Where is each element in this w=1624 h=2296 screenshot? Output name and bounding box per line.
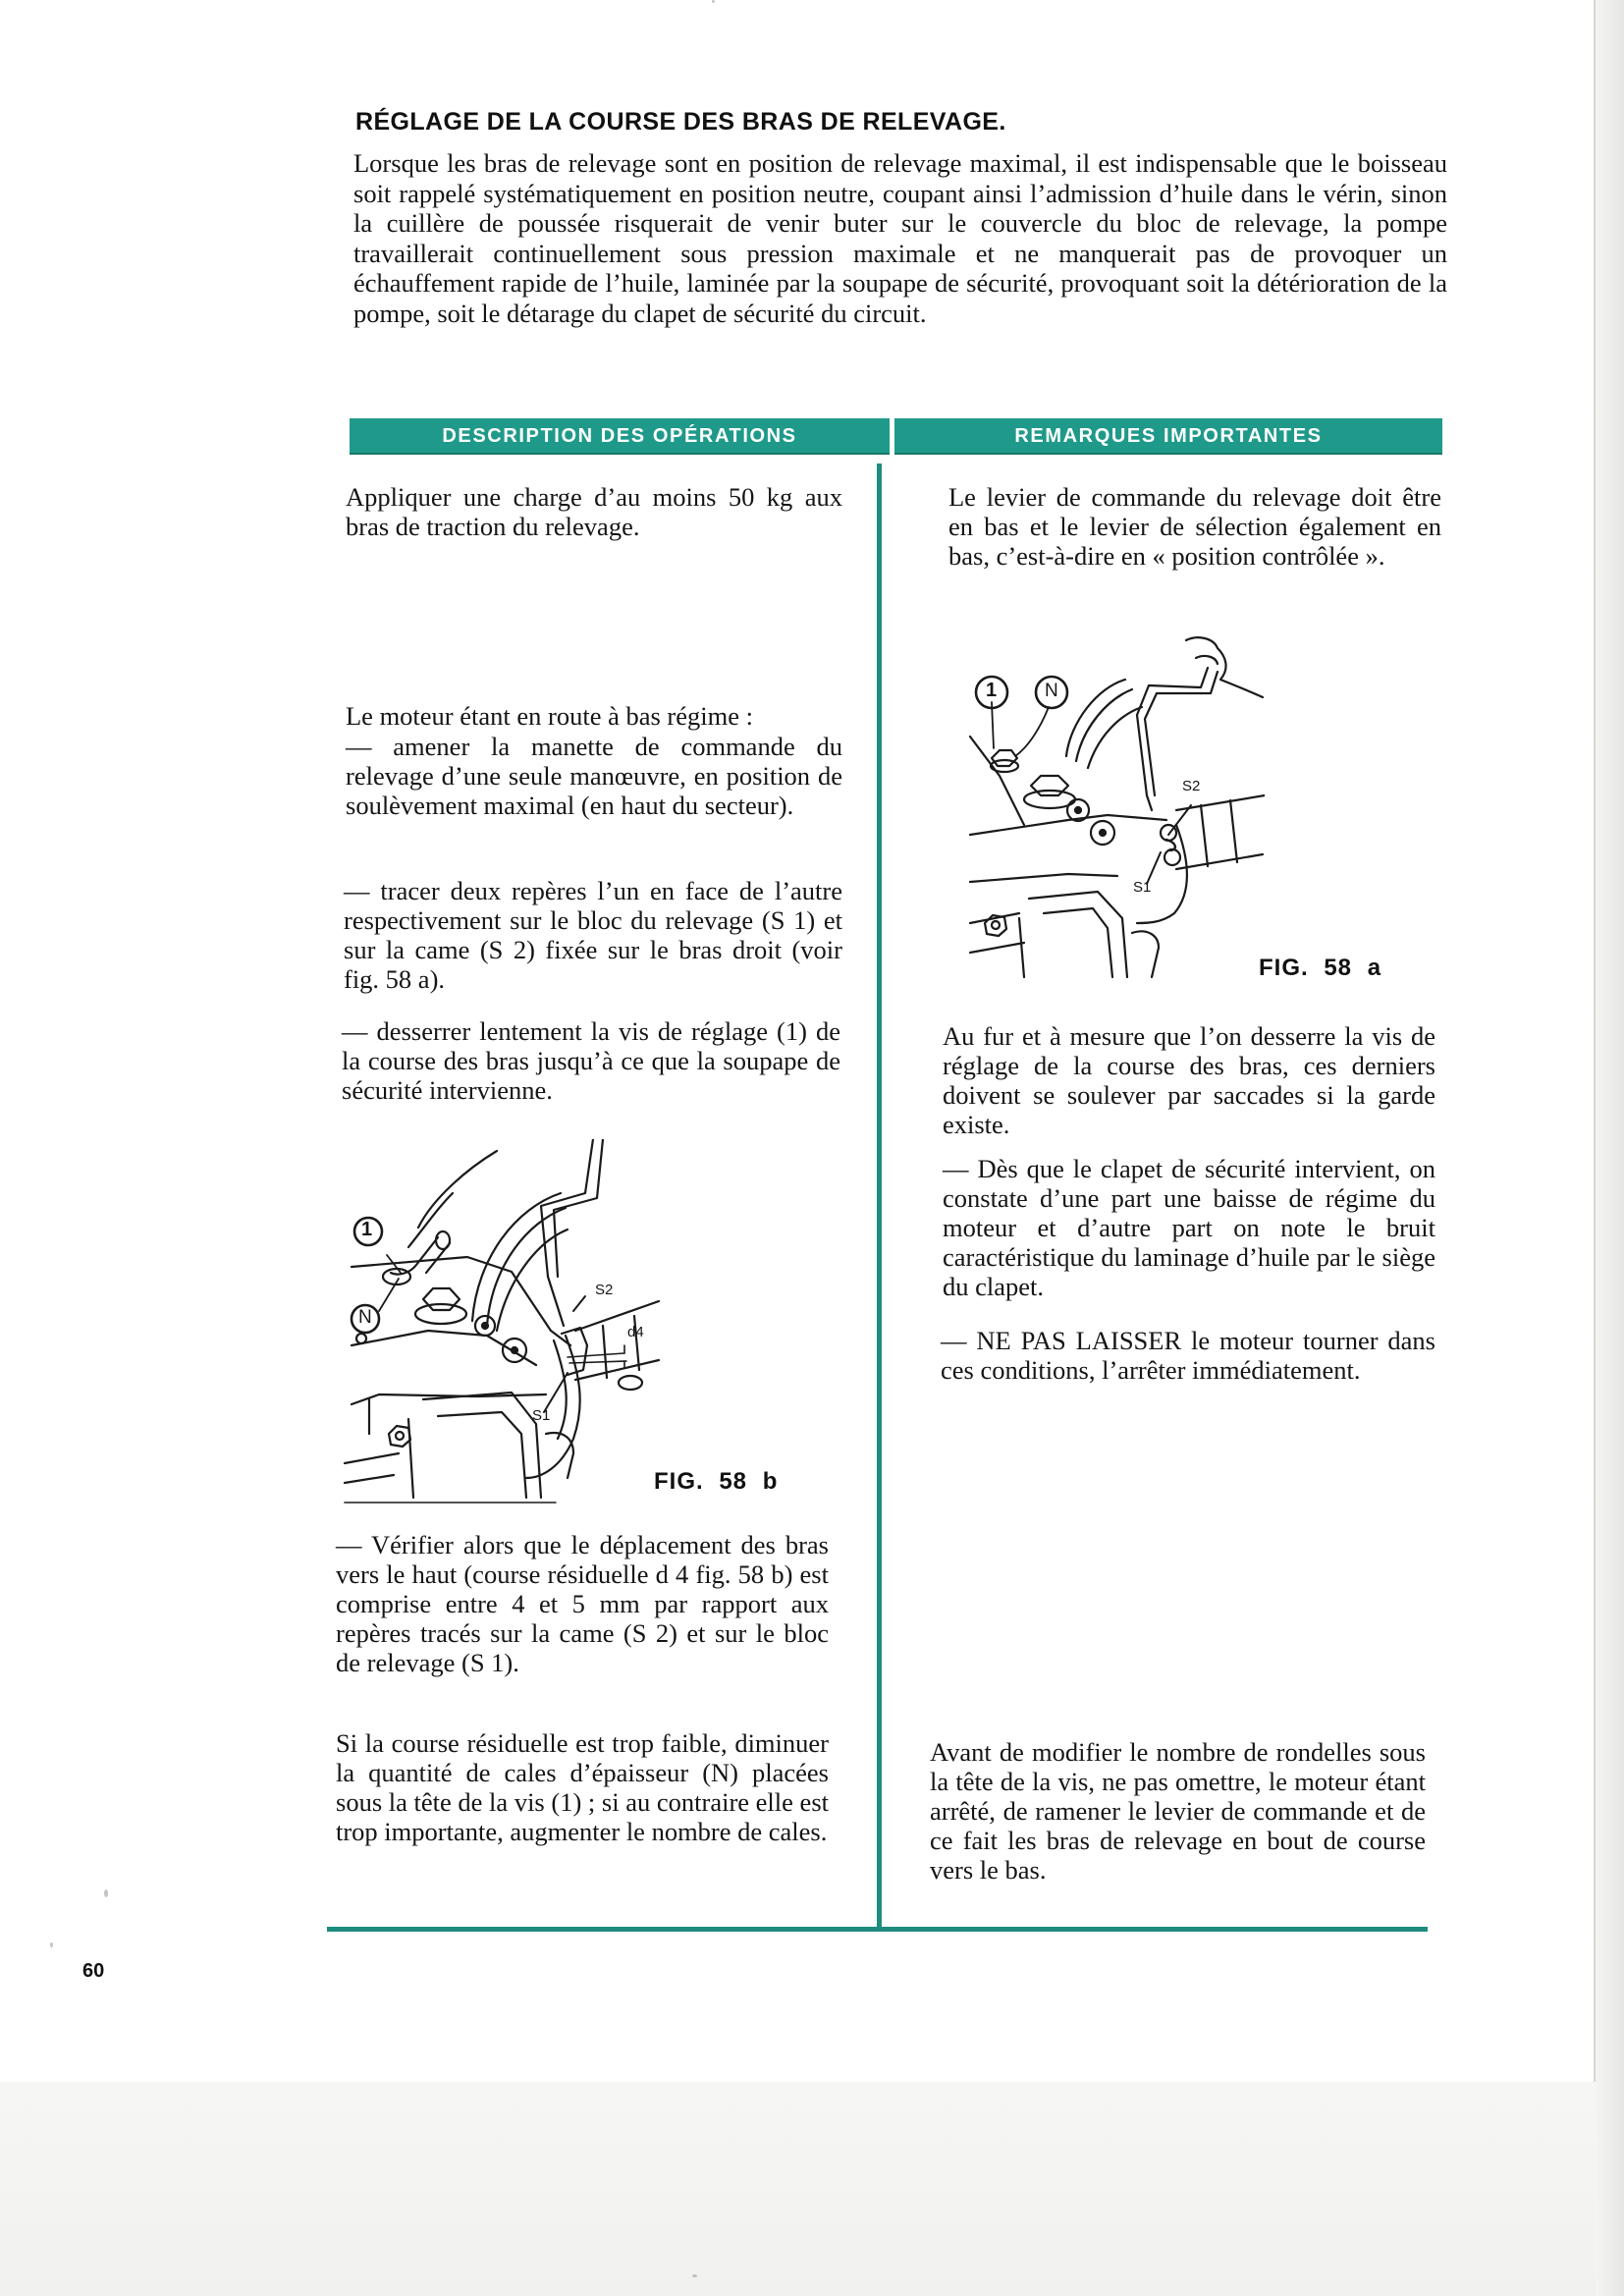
figure-58b-drawing xyxy=(340,1139,664,1507)
column-header-description xyxy=(350,418,890,455)
intro-paragraph: Lorsque les bras de relevage sont en position de relevage maximal, il est indispensable que le boisseau soit rappelé systématiquement en position neutre, coupant ainsi l’admission d’huile dans le vérin, sinon la cuillère de poussée risquerait de venir buter sur le couvercle du bloc de relevage, la pompe travaillerait continuellement sous pression maximale et ne manquerait pas de provoquer un échauffement rapide de l’huile, laminée par la soupape de sécurité, provoquant soit la détérioration de la pompe, soit le détarage du clapet de sécurité du circuit. xyxy=(353,148,1447,328)
left-paragraph-loosen-screw: — desserrer lentement la vis de réglage (1) de la course des bras jusqu’à ce que la soupape de sécurité intervienne. xyxy=(342,1016,840,1105)
figure-58a xyxy=(950,629,1265,982)
callout-d4-label: d4 xyxy=(627,1324,644,1340)
callout-n-label: N xyxy=(1045,681,1058,701)
hand-outline xyxy=(418,1151,497,1228)
bolt-head xyxy=(423,1288,460,1310)
page-gutter-shadow xyxy=(1596,0,1624,2296)
figure-58a-caption: FIG. 58 a xyxy=(1259,955,1382,981)
callout-s2-label: S2 xyxy=(1182,778,1201,794)
callout-s1-label: S1 xyxy=(1133,879,1152,896)
callout-1-label: 1 xyxy=(986,680,998,701)
left-paragraph-load: Appliquer une charge d’au moins 50 kg aux bras de traction du relevage. xyxy=(346,482,842,541)
right-paragraph-jerky-lift: Au fur et à mesure que l’on desserre la vis de réglage de la course des bras, ces derniers doivent se soulever par saccades si la garde existe. xyxy=(943,1021,1435,1139)
left-paragraph-verify-travel: — Vérifier alors que le déplacement des bras vers le haut (course résiduelle d 4 fig. 58 b) est comprise entre 4 et 5 mm par rapport aux repères tracés sur la came (S 2) et sur le bloc de relevage (S 1). xyxy=(336,1530,829,1677)
callout-s2-label: S2 xyxy=(595,1282,614,1298)
right-paragraph-valve-intervenes: — Dès que le clapet de sécurité intervient, on constate d’une part une baisse de régime du moteur et d’autre part on note le bruit caractéristique du laminage d’huile par le siège du clapet. xyxy=(943,1154,1435,1301)
figure-58a-drawing xyxy=(950,629,1265,982)
scanner-background xyxy=(0,2082,1624,2296)
page-edge xyxy=(1594,0,1596,2082)
callout-1-label: 1 xyxy=(361,1219,373,1240)
column-divider xyxy=(877,464,882,1931)
left-paragraph-trace-marks: — tracer deux repères l’un en face de l’autre respectivement sur le bloc du relevage (S 1) et sur la came (S 2) fixée sur le bras droit (voir fig. 58 a). xyxy=(344,876,842,994)
arrow-s1 xyxy=(544,1373,568,1412)
right-paragraph-do-not-leave-running: — NE PAS LAISSER le moteur tourner dans ces conditions, l’arrêter immédiatement. xyxy=(941,1326,1435,1385)
sector-disc xyxy=(472,1193,561,1321)
left-paragraph-raise-lever: — amener la manette de commande du relevage d’une seule manœuvre, en position de soulèvement maximal (en haut du secteur). xyxy=(346,732,842,820)
right-paragraph-lever-position: Le levier de commande du relevage doit être en bas et le levier de sélection également en bas, c’est-à-dire en « position contrôlée ». xyxy=(948,482,1441,571)
table-bottom-rule xyxy=(327,1927,1428,1932)
arrow-s2 xyxy=(573,1296,585,1311)
right-paragraph-before-modifying: Avant de modifier le nombre de rondelles sous la tête de la vis, ne pas omettre, le moteur étant arrêté, de ramener le levier de commande et de ce fait les bras de relevage en bout de course vers le bas. xyxy=(930,1737,1426,1885)
page-number: 60 xyxy=(82,1960,105,1982)
scan-speck xyxy=(50,1942,53,1947)
column-header-description-label: DESCRIPTION DES OPÉRATIONS xyxy=(442,425,797,447)
scan-speck xyxy=(104,1889,108,1897)
adjusting-screw xyxy=(992,750,1017,766)
arrow-n xyxy=(1015,707,1049,756)
left-paragraph-shims: Si la course résiduelle est trop faible, diminuer la quantité de cales d’épaisseur (N) placées sous la tête de la vis (1) ; si au contraire elle est trop importante, augmenter le nombre de cales. xyxy=(336,1728,829,1846)
left-paragraph-engine-lead: Le moteur étant en route à bas régime : xyxy=(346,701,753,731)
callout-s1-label: S1 xyxy=(532,1407,551,1424)
figure-58b xyxy=(340,1139,664,1507)
scan-speck xyxy=(712,0,715,3)
lift-block xyxy=(970,815,1166,835)
figure-58b-caption: FIG. 58 b xyxy=(654,1468,779,1495)
callout-n-label: N xyxy=(358,1307,372,1328)
column-header-remarks xyxy=(894,418,1442,455)
section-title: RÉGLAGE DE LA COURSE DES BRAS DE RELEVAGE. xyxy=(355,108,1006,136)
column-header-remarks-label: REMARQUES IMPORTANTES xyxy=(1014,425,1323,447)
scan-speck xyxy=(692,2274,697,2277)
